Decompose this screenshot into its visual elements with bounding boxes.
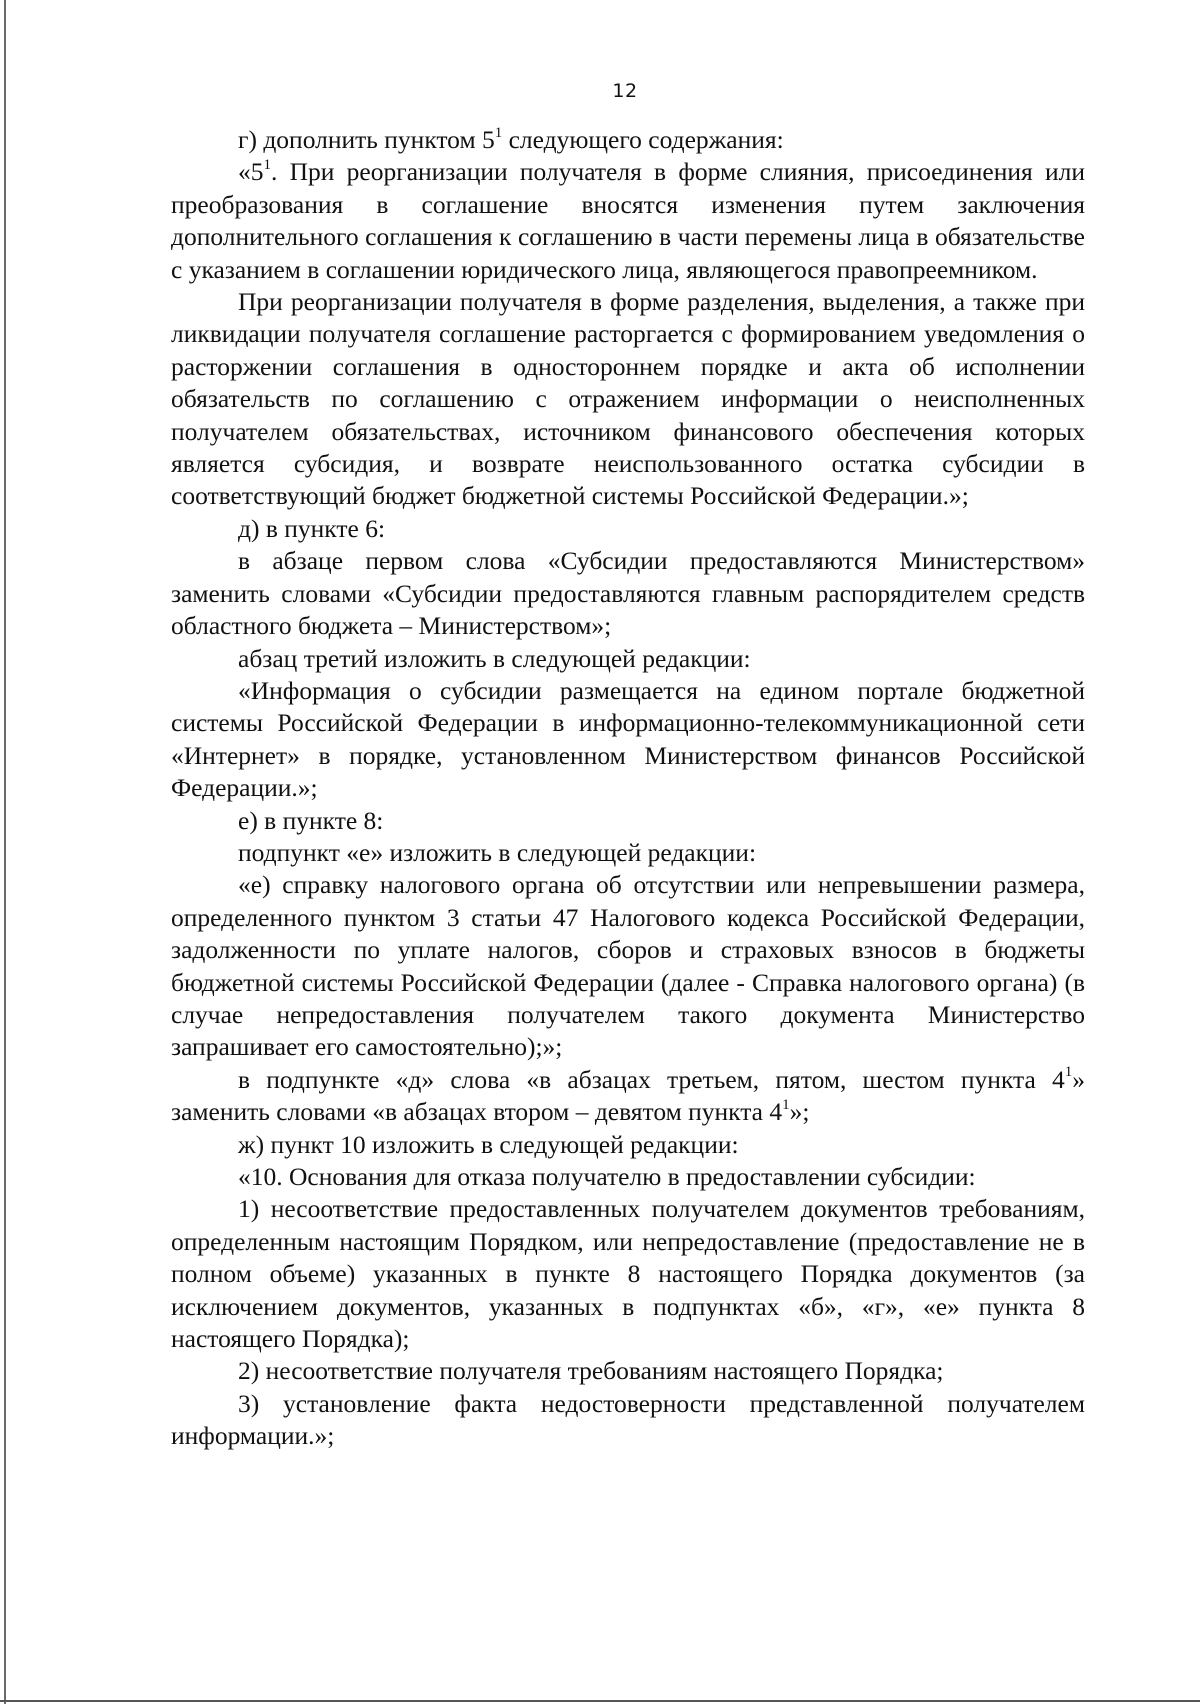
paragraph-reason-2 (171, 1355, 1085, 1387)
paragraph-text: «10. Основания для отказа получателю в предоставлении субсидии: (238, 1162, 976, 1191)
paragraph-text: следующего содержания: (502, 125, 784, 154)
paragraph-text: «е) справку налогового органа об отсутствии или непревышении размера, определенного пунктом 3 статьи 47 Налогового кодекса Российской Федерации, задолженности по уплате налогов, сборов и страховых взносов в бюджеты бюджетной системы Российской Федерации (далее - Справка налогового органа) (в случае непредоставления получателем такого документа Министерство запрашивает его самостоятельно);»; (171, 870, 1085, 1062)
superscript: 1 (782, 1096, 790, 1113)
superscript: 1 (1064, 1064, 1073, 1081)
document-body (171, 124, 1085, 1453)
paragraph-text: в абзаце первом слова «Субсидии предоставляются Министерством» заменить словами «Субсидии предоставляются главным распорядителем средств областного бюджета – Министерством»; (171, 546, 1085, 641)
paragraph-amend-zh (171, 1129, 1085, 1161)
paragraph-text: 1) несоответствие предоставленных получателем документов требованиям, определенным настоящим Порядком, или непредоставление (предоставление не в полном объеме) указанных в пункте 8 настоящего Порядка документов (за исключением документов, указанных в подпунктах «б», «г», «е» пункта 8 настоящего Порядка); (171, 1194, 1085, 1354)
paragraph-amend-d (171, 513, 1085, 545)
paragraph-text: е) в пункте 8: (238, 805, 384, 835)
paragraph-text: »; (789, 1097, 810, 1127)
page-number: 12 (612, 80, 638, 102)
paragraph-tax-certificate (171, 869, 1085, 1063)
paragraph-text: ж) пункт 10 изложить в следующей редакции: (238, 1129, 739, 1159)
scan-edge-left (4, 0, 6, 1704)
paragraph-third-abzac (171, 643, 1085, 675)
paragraph-text: «Информация о субсидии размещается на едином портале бюджетной системы Российской Федерации в информационно-телекоммуникационной сети «Интернет» в порядке, установленном Министерством финансов Российской Федерации.»; (171, 675, 1085, 803)
paragraph-text: При реорганизации получателя в форме разделения, выделения, а также при ликвидации получателя соглашение расторгается с формированием уведомления о расторжении соглашения в одностороннем порядке и акта об исполнении обязательств по соглашению с отражением информации о неисполненных получателем обязательствах, источником финансового обеспечения которых является субсидия, и возврате неиспользованного остатка субсидии в соответствующий бюджет бюджетной системы Российской Федерации.»; (171, 287, 1085, 511)
paragraph-subpoint-e (171, 837, 1085, 869)
paragraph-reason-3 (171, 1388, 1085, 1453)
paragraph-amend-g (171, 124, 1085, 156)
paragraph-text: 2) несоответствие получателя требованиям настоящего Порядка; (238, 1356, 944, 1386)
paragraph-text: д) в пункте 6: (238, 513, 386, 543)
paragraph-text: г) дополнить пунктом 5 (238, 125, 495, 154)
paragraph-text: «5 (238, 157, 264, 187)
scan-edge-bottom (0, 1700, 1200, 1702)
superscript: 1 (263, 156, 271, 173)
paragraph-reason-1 (171, 1193, 1085, 1355)
paragraph-point-10 (171, 1161, 1085, 1193)
paragraph-first-abzac (171, 545, 1085, 642)
paragraph-text: . При реорганизации получателя в форме слияния, присоединения или преобразования в соглашение вносятся изменения путем заключения дополнительного соглашения к соглашению в части перемены лица в обязательстве с указанием в соглашении юридического лица, являющегося правопреемником. (171, 157, 1085, 284)
superscript: 1 (494, 124, 503, 141)
paragraph-reorganization-division (171, 286, 1085, 513)
paragraph-text: 3) установление факта недостоверности представленной получателем информации.»; (171, 1388, 1085, 1451)
paragraph-amend-e (171, 805, 1085, 837)
paragraph-reorganization-merger (171, 156, 1085, 286)
paragraph-text: подпункт «е» изложить в следующей редакции: (238, 837, 757, 867)
paragraph-text: абзац третий изложить в следующей редакции: (238, 643, 751, 673)
paragraph-subsidy-info (171, 675, 1085, 805)
paragraph-text: » заменить словами «в абзацах втором – девятом пункта 4 (171, 1064, 1085, 1127)
paragraph-text: в подпункте «д» слова «в абзацах третьем, пятом, шестом пункта 4 (238, 1064, 1065, 1094)
paragraph-subpoint-d (171, 1064, 1085, 1129)
